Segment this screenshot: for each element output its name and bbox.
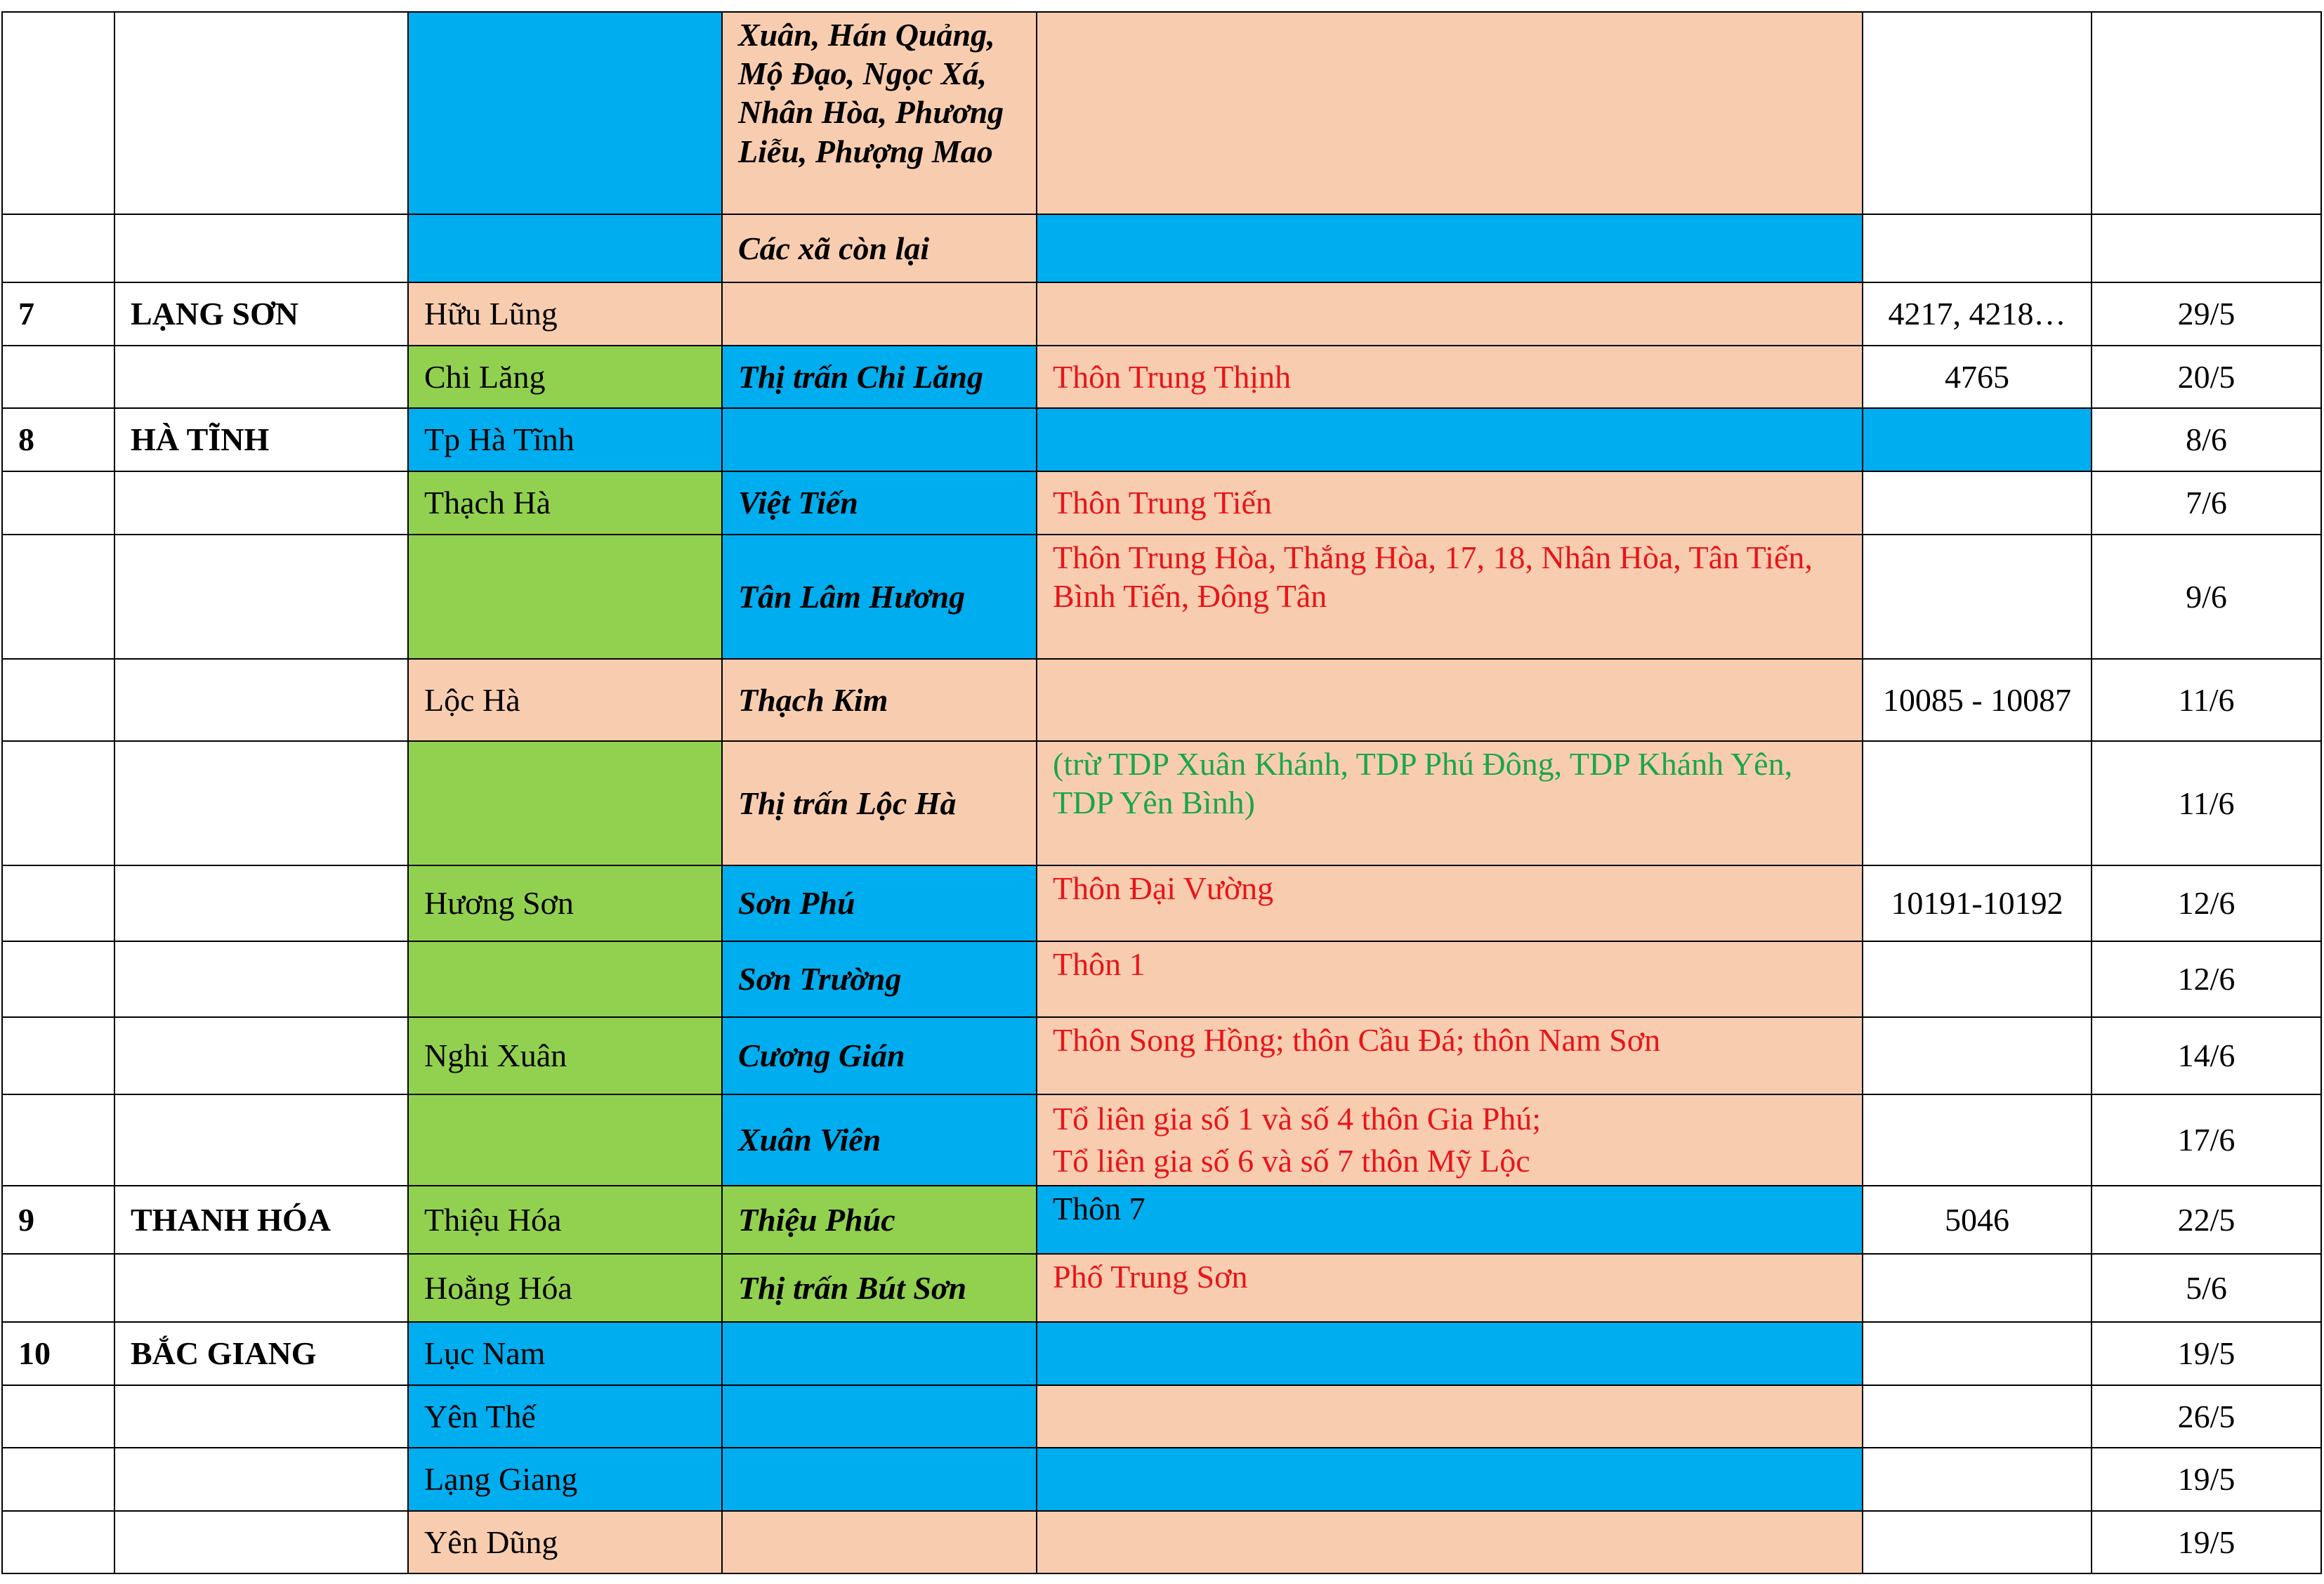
- record-code: [1863, 214, 2092, 282]
- village-detail: [1037, 12, 1863, 214]
- ward-name: [722, 408, 1037, 471]
- row-number: 7: [2, 282, 114, 346]
- village-detail: [1037, 214, 1863, 282]
- district-name: Thạch Hà: [408, 471, 722, 535]
- village-detail: Thôn 7: [1037, 1186, 1863, 1254]
- province-name: [114, 941, 408, 1017]
- ward-name: Cương Gián: [722, 1017, 1037, 1094]
- table-row: [2, 408, 2321, 471]
- village-detail: [1037, 1094, 1863, 1186]
- row-number: [2, 214, 114, 282]
- province-name: [114, 535, 408, 659]
- district-name: Lạng Giang: [408, 1448, 722, 1511]
- district-name: [408, 1094, 722, 1186]
- table-row: [2, 1017, 2321, 1094]
- date-value: 22/5: [2092, 1186, 2321, 1254]
- village-detail: Thôn Song Hồng; thôn Cầu Đá; thôn Nam Sơn: [1037, 1017, 1863, 1094]
- date-value: 9/6: [2092, 535, 2321, 659]
- date-value: 17/6: [2092, 1094, 2321, 1186]
- village-detail: Thôn Trung Hòa, Thắng Hòa, 17, 18, Nhân Hòa, Tân Tiến, Bình Tiến, Đông Tân: [1037, 535, 1863, 659]
- record-code: [1863, 1017, 2092, 1094]
- table-row: [2, 282, 2321, 346]
- record-code: [1863, 1322, 2092, 1385]
- village-detail: Thôn 1: [1037, 941, 1863, 1017]
- district-name: Yên Dũng: [408, 1511, 722, 1573]
- table-row: [2, 1186, 2321, 1254]
- table-row: [2, 1322, 2321, 1385]
- row-number: [2, 659, 114, 741]
- record-code: [1863, 1094, 2092, 1186]
- province-name: [114, 1254, 408, 1322]
- village-detail: [1037, 659, 1863, 741]
- province-name: BẮC GIANG: [114, 1322, 408, 1385]
- record-code: 10191-10192: [1863, 865, 2092, 941]
- village-detail: Thôn Trung Thịnh: [1037, 346, 1863, 408]
- province-name: [114, 214, 408, 282]
- record-code: [1863, 535, 2092, 659]
- ward-name: Xuân, Hán Quảng, Mộ Đạo, Ngọc Xá, Nhân Hòa, Phương Liễu, Phượng Mao: [722, 12, 1037, 214]
- district-name: [408, 214, 722, 282]
- district-name: Tp Hà Tĩnh: [408, 408, 722, 471]
- record-code: 5046: [1863, 1186, 2092, 1254]
- table-row: [2, 1094, 2321, 1186]
- village-detail: [1037, 1322, 1863, 1385]
- ward-name: Thạch Kim: [722, 659, 1037, 741]
- village-detail: (trừ TDP Xuân Khánh, TDP Phú Đông, TDP Khánh Yên, TDP Yên Bình): [1037, 741, 1863, 865]
- province-name: THANH HÓA: [114, 1186, 408, 1254]
- date-value: 26/5: [2092, 1385, 2321, 1448]
- date-value: 11/6: [2092, 659, 2321, 741]
- province-name: [114, 659, 408, 741]
- province-name: LẠNG SƠN: [114, 282, 408, 346]
- record-code: [1863, 941, 2092, 1017]
- date-value: 19/5: [2092, 1322, 2321, 1385]
- date-value: 7/6: [2092, 471, 2321, 535]
- row-number: [2, 1254, 114, 1322]
- table-row: [2, 941, 2321, 1017]
- record-code: [1863, 1511, 2092, 1573]
- row-number: 9: [2, 1186, 114, 1254]
- province-name: [114, 865, 408, 941]
- province-name: [114, 1511, 408, 1573]
- row-number: [2, 1094, 114, 1186]
- district-name: Chi Lăng: [408, 346, 722, 408]
- ward-name: Xuân Viên: [722, 1094, 1037, 1186]
- date-value: 5/6: [2092, 1254, 2321, 1322]
- province-name: [114, 1094, 408, 1186]
- row-number: [2, 1511, 114, 1573]
- table-row: [2, 1385, 2321, 1448]
- ward-name: Sơn Phú: [722, 865, 1037, 941]
- date-value: 19/5: [2092, 1511, 2321, 1573]
- date-value: [2092, 214, 2321, 282]
- ward-name: Thiệu Phúc: [722, 1186, 1037, 1254]
- record-code: [1863, 471, 2092, 535]
- date-value: 12/6: [2092, 865, 2321, 941]
- ward-name: [722, 1511, 1037, 1573]
- province-name: [114, 346, 408, 408]
- date-value: 29/5: [2092, 282, 2321, 346]
- ward-name: Thị trấn Lộc Hà: [722, 741, 1037, 865]
- province-name: [114, 741, 408, 865]
- date-value: [2092, 12, 2321, 214]
- table-row: [2, 741, 2321, 865]
- district-name: Nghi Xuân: [408, 1017, 722, 1094]
- ward-name: [722, 1385, 1037, 1448]
- table-row: [2, 865, 2321, 941]
- village-detail: Phố Trung Sơn: [1037, 1254, 1863, 1322]
- ward-name: Các xã còn lại: [722, 214, 1037, 282]
- date-value: 11/6: [2092, 741, 2321, 865]
- record-code: [1863, 1448, 2092, 1511]
- district-name: Lục Nam: [408, 1322, 722, 1385]
- record-code: [1863, 408, 2092, 471]
- row-number: [2, 1385, 114, 1448]
- village-line-1: Tổ liên gia số 1 và số 4 thôn Gia Phú;: [1053, 1101, 1542, 1137]
- table-row: [2, 659, 2321, 741]
- table-row: [2, 12, 2321, 214]
- row-number: 8: [2, 408, 114, 471]
- date-value: 20/5: [2092, 346, 2321, 408]
- village-detail: [1037, 1511, 1863, 1573]
- district-name: [408, 12, 722, 214]
- village-detail: Thôn Đại Vường: [1037, 865, 1863, 941]
- province-name: [114, 1017, 408, 1094]
- ward-name: Sơn Trường: [722, 941, 1037, 1017]
- district-name: [408, 535, 722, 659]
- record-code: [1863, 12, 2092, 214]
- district-name: Thiệu Hóa: [408, 1186, 722, 1254]
- district-name: [408, 941, 722, 1017]
- row-number: [2, 741, 114, 865]
- village-detail: [1037, 408, 1863, 471]
- village-detail: [1037, 1385, 1863, 1448]
- row-number: [2, 1017, 114, 1094]
- row-number: [2, 471, 114, 535]
- village-detail: Thôn Trung Tiến: [1037, 471, 1863, 535]
- record-code: 10085 - 10087: [1863, 659, 2092, 741]
- row-number: [2, 12, 114, 214]
- province-name: [114, 1385, 408, 1448]
- province-name: [114, 12, 408, 214]
- ward-name: [722, 1322, 1037, 1385]
- ward-name: [722, 1448, 1037, 1511]
- date-value: 12/6: [2092, 941, 2321, 1017]
- table-row: [2, 346, 2321, 408]
- record-code: 4217, 4218…: [1863, 282, 2092, 346]
- ward-name: Việt Tiến: [722, 471, 1037, 535]
- record-code: 4765: [1863, 346, 2092, 408]
- district-name: Hoằng Hóa: [408, 1254, 722, 1322]
- district-name: Yên Thế: [408, 1385, 722, 1448]
- ward-name: Tân Lâm Hương: [722, 535, 1037, 659]
- district-name: [408, 741, 722, 865]
- village-detail: [1037, 282, 1863, 346]
- table-row: [2, 535, 2321, 659]
- row-number: [2, 1448, 114, 1511]
- table-row: [2, 214, 2321, 282]
- table-row: [2, 1511, 2321, 1573]
- row-number: [2, 865, 114, 941]
- record-code: [1863, 1385, 2092, 1448]
- date-value: 19/5: [2092, 1448, 2321, 1511]
- village-line-2: Tổ liên gia số 6 và số 7 thôn Mỹ Lộc: [1053, 1142, 1530, 1179]
- province-name: [114, 1448, 408, 1511]
- table-row: [2, 471, 2321, 535]
- table-row: [2, 1448, 2321, 1511]
- province-name: HÀ TĨNH: [114, 408, 408, 471]
- record-code: [1863, 1254, 2092, 1322]
- ward-name: Thị trấn Chi Lăng: [722, 346, 1037, 408]
- district-name: Lộc Hà: [408, 659, 722, 741]
- row-number: [2, 535, 114, 659]
- province-name: [114, 471, 408, 535]
- row-number: 10: [2, 1322, 114, 1385]
- district-name: Hữu Lũng: [408, 282, 722, 346]
- village-detail: [1037, 1448, 1863, 1511]
- district-name: Hương Sơn: [408, 865, 722, 941]
- row-number: [2, 346, 114, 408]
- date-value: 8/6: [2092, 408, 2321, 471]
- ward-name: Thị trấn Bút Sơn: [722, 1254, 1037, 1322]
- row-number: [2, 941, 114, 1017]
- table-row: [2, 1254, 2321, 1322]
- date-value: 14/6: [2092, 1017, 2321, 1094]
- outbreak-table: [1, 11, 2322, 1574]
- record-code: [1863, 741, 2092, 865]
- ward-name: [722, 282, 1037, 346]
